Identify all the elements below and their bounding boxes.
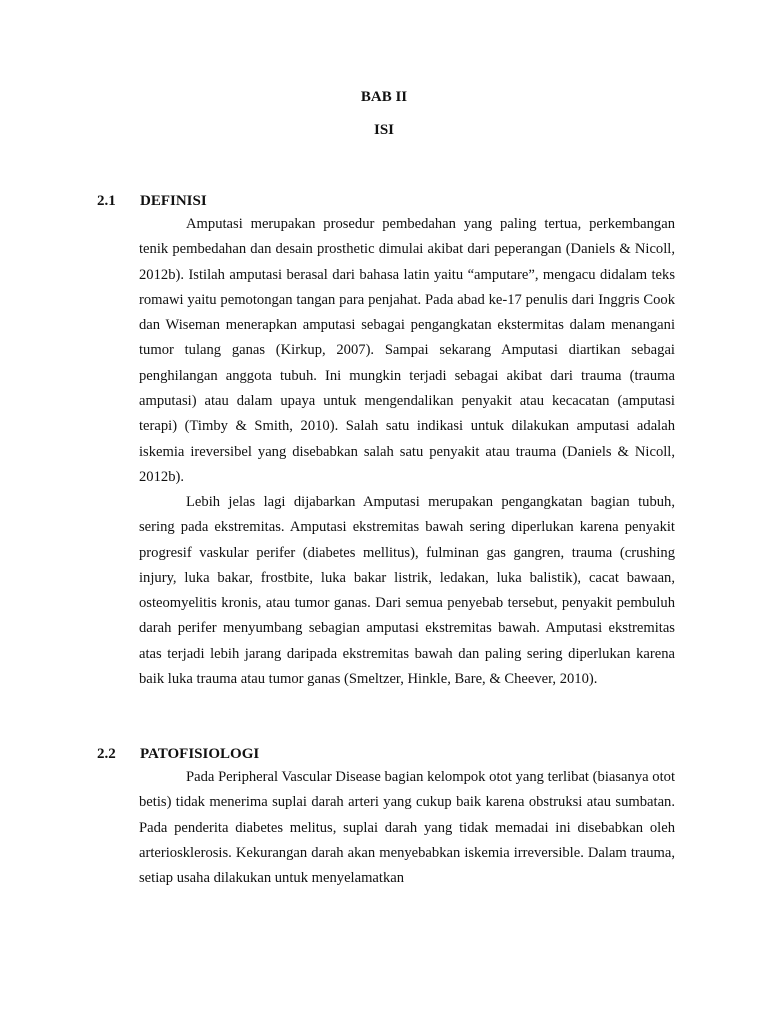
section-title: DEFINISI — [140, 193, 207, 209]
section-heading-patofisiologi — [97, 744, 677, 764]
chapter-label: BAB II — [360, 89, 408, 105]
section-heading-definisi — [97, 191, 677, 211]
section-title: PATOFISIOLOGI — [140, 746, 260, 762]
paragraph: Amputasi merupakan prosedur pembedahan yang paling tertua, perkembangan tenik pembedahan dan desain prosthetic dimulai akibat dari peperangan (Daniels & Nicoll, 2012b). Istilah amputasi berasal dari bahasa latin yaitu “amputare”, mengacu didalam teks romawi yaitu pemotongan tangan para penjahat. Pada abad ke-17 penulis dari Inggris Cook dan Wiseman menerapkan amputasi sebagai pengangkatan ekstermitas dalam menangani tumor tulang ganas (Kirkup, 2007). Sampai sekarang Amputasi diartikan sebagai penghilangan anggota tubuh. Ini mungkin terjadi sebagai akibat dari trauma (trauma amputasi) atau dalam upaya untuk mengendalikan penyakit atau kecacatan (amputasi terapi) (Timby & Smith, 2010). Salah satu indikasi untuk dilakukan amputasi adalah iskemia ireversibel yang disebabkan salah satu penyakit atau trauma (Daniels & Nicoll, 2012b). — [139, 216, 675, 485]
section-number: 2.2 — [97, 746, 116, 762]
paragraph: Lebih jelas lagi dijabarkan Amputasi merupakan pengangkatan bagian tubuh, sering pada ekstremitas. Amputasi ekstremitas bawah sering diperlukan karena penyakit progresif vaskular perifer (diabetes mellitus), fulminan gas gangren, trauma (crushing injury, luka bakar, frostbite, luka bakar listrik, ledakan, luka balistik), cacat bawaan, osteomyelitis kronis, atau tumor ganas. Dari semua penyebab tersebut, penyakit pembuluh darah perifer menyumbang sebagian amputasi ekstremitas bawah. Amputasi ekstremitas atas terjadi lebih jarang daripada ekstremitas bawah dan paling sering diperlukan karena baik luka trauma atau tumor ganas (Smeltzer, Hinkle, Bare, & Cheever, 2010). — [139, 494, 675, 688]
paragraph: Pada Peripheral Vascular Disease bagian kelompok otot yang terlibat (biasanya otot betis) tidak menerima suplai darah arteri yang cukup baik karena obstruksi atau sumbatan. Pada penderita diabetes melitus, suplai darah yang tidak memadai ini disebabkan oleh arteriosklerosis. Kekurangan darah akan menyebabkan iskemia irreversible. Dalam trauma, setiap usaha dilakukan untuk menyelamatkan — [139, 769, 675, 887]
chapter-title: ISI — [373, 122, 395, 138]
section-number: 2.1 — [97, 193, 116, 209]
